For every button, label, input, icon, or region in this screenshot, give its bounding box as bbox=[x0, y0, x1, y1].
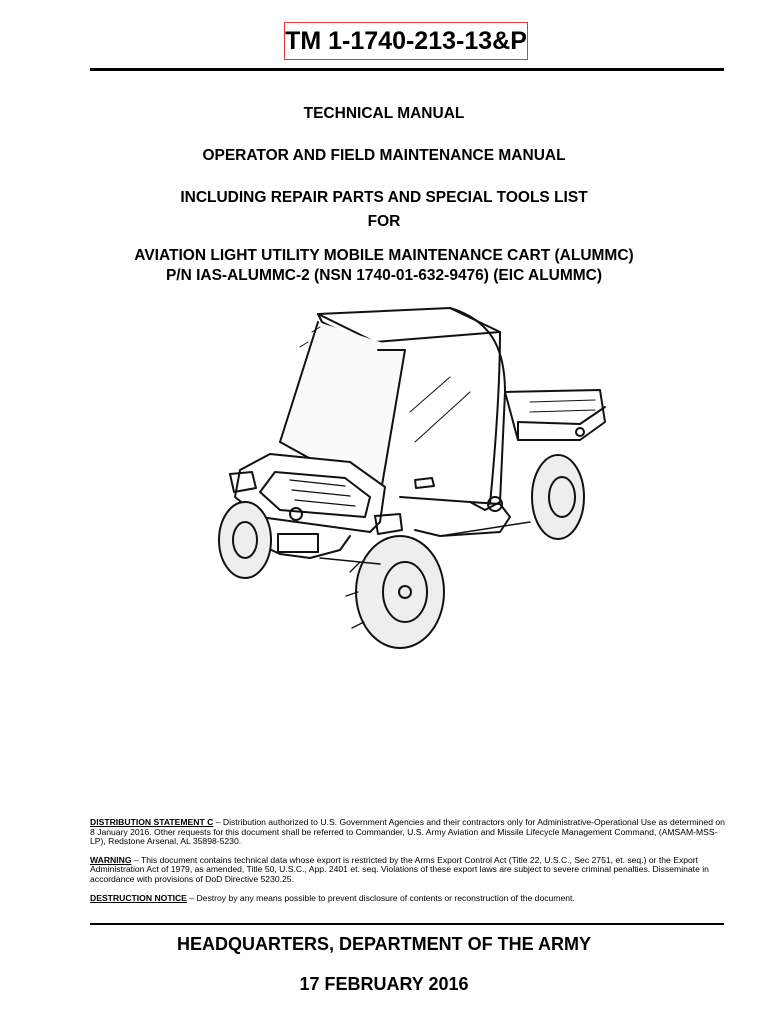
title-for: FOR bbox=[367, 213, 401, 230]
title-part-number: P/N IAS-ALUMMC-2 (NSN 1740-01-632-9476) (EIC ALUMMC) bbox=[165, 267, 603, 284]
title-manual-type: OPERATOR AND FIELD MAINTENANCE MANUAL bbox=[202, 147, 566, 164]
warning-label: WARNING bbox=[90, 854, 132, 865]
title-including: INCLUDING REPAIR PARTS AND SPECIAL TOOLS LIST bbox=[180, 189, 588, 206]
headquarters-line: HEADQUARTERS, DEPARTMENT OF THE ARMY bbox=[177, 934, 591, 954]
title-equipment: AVIATION LIGHT UTILITY MOBILE MAINTENANCE CART (ALUMMC) bbox=[134, 247, 634, 264]
bottom-rule bbox=[90, 923, 724, 925]
notices-block bbox=[90, 818, 726, 912]
title-technical-manual: TECHNICAL MANUAL bbox=[303, 105, 465, 122]
destruction-text: – Destroy by any means possible to prevent disclosure of contents or reconstruction of the document. bbox=[186, 892, 575, 903]
warning-text: – This document contains technical data whose export is restricted by the Arms Export Control Act (Title 22, U.S.C., Sec 2751, et. seq.) or the Export Administration Act of 1979, as amended, Title 50, U.S.C., App. 2401 et. seq. Violations of these export laws are subject to severe criminal penalties. Disseminate in accordance with provisions of DoD Directive 5230.25. bbox=[90, 854, 709, 884]
top-rule bbox=[90, 68, 724, 71]
destruction-label: DESTRUCTION NOTICE bbox=[90, 892, 187, 903]
utility-cart-illustration bbox=[200, 292, 610, 657]
destruction-notice bbox=[90, 894, 726, 904]
distribution-label: DISTRIBUTION STATEMENT C bbox=[90, 817, 214, 827]
distribution-text: – Distribution authorized to U.S. Government Agencies and their contractors only for Administrative-Operational Use as determined on 8 January 2016. Other requests for this document shall be referred to Commander, U.S. Army Aviation and Missile Lifecycle Management Command, (AMSAM-MSS-LP), Redstone Arsenal, AL 35898-5230. bbox=[90, 817, 725, 847]
tm-number: TM 1-1740-213-13&P bbox=[284, 22, 528, 60]
warning-statement bbox=[90, 856, 726, 885]
distribution-statement bbox=[90, 818, 726, 847]
publication-date: 17 FEBRUARY 2016 bbox=[299, 974, 469, 994]
